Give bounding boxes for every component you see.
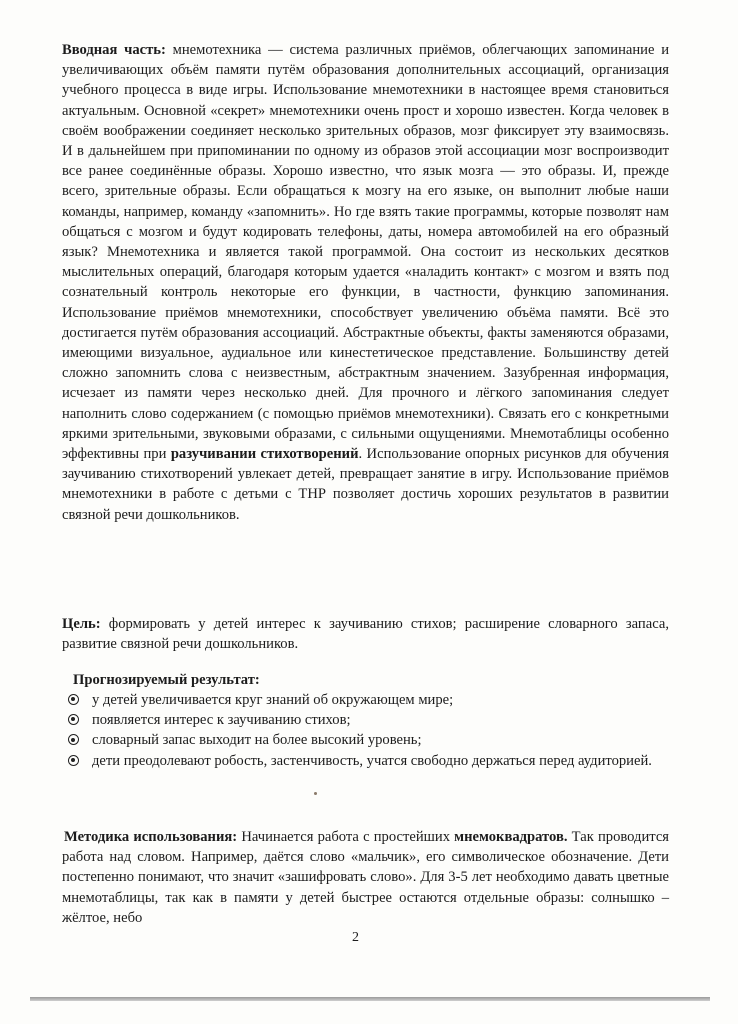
intro-text-end: . Использование опорных рисунков для обучения заучиванию стихотворений увлекает детей, превращает занятие в игру. Использование приёмов мнемотехники в работе с детьми с ТНР позволяет достичь хороших результатов в развитии связной речи дошкольников.: [62, 446, 669, 523]
intro-text: мнемотехника — система различных приёмов, облегчающих запоминание и увеличивающих объём памяти путём образования дополнительных ассоциаций, организация учебного процесса в виде игры. Использование мнемотехники в настоящее время становиться актуальным. Основной «секрет» мнемотехники очень прост и хорошо известен. Когда человек в своём воображении соединяет несколько зрительных образов, мозг фиксирует эту взаимосвязь. И в дальнейшем при припоминании по одному из образов этой ассоциации мозг воспроизводит все ранее соединённые образы. Хорошо известно, что язык мозга — это образы. И, прежде всего, зрительные образы. Если обращаться к мозгу на его языке, он выполнит любые наши команды, например, команду «запомнить». Но где взять такие программы, которые позволят нам общаться с мозгом и будут кодировать телефоны, даты, номера автомобилей на его образный язык? Мнемотехника и является такой программой. Она состоит из нескольких десятков мыслительных операций, благодаря которым удается «наладить контакт» с мозгом и взять под сознательный контроль некоторые его функции, в частности, функцию запоминания. Использование приёмов мнемотехники, способствует увеличению объёма памяти. Всё это достигается путём образования ассоциаций. Абстрактные объекты, факты заменяются образами, имеющими визуальное, аудиальное или кинестетическое представление. Большинству детей сложно запомнить слова с неизвестным, абстрактным значением. Зазубренная информация, исчезает из памяти через несколько дней. Для прочного и лёгкого запоминания следует наполнить слово содержанием (с помощью приёмов мнемотехники). Связать его с конкретными яркими зрительными, звуковыми образами, с сильными ощущениями. Мнемотаблицы особенно эффективны при: [62, 42, 670, 463]
results-heading: Прогнозируемый результат:: [73, 672, 260, 688]
bullet-icon: [68, 755, 79, 766]
goal-text: формировать у детей интерес к заучиванию стихов; расширение словарного запаса, развитие связной речи дошкольников.: [62, 616, 669, 653]
bottom-rule: [30, 997, 710, 1001]
intro-paragraph: [62, 40, 669, 525]
goal-label: Цель:: [62, 616, 101, 632]
page-number: 2: [352, 930, 359, 945]
method-label2: мнемоквадратов.: [454, 829, 568, 845]
method-text-a: Начинается работа с простейших: [237, 829, 455, 845]
list-item: дети преодолевают робость, застенчивость, учатся свободно держаться перед аудиторией.: [68, 751, 668, 771]
bullet-icon: [68, 734, 79, 745]
list-item: появляется интерес к заучиванию стихов;: [68, 710, 668, 730]
scan-speck: [314, 792, 317, 795]
list-item: словарный запас выходит на более высокий уровень;: [68, 730, 668, 750]
results-list: [68, 690, 668, 771]
intro-emphasis: разучивании стихотворений: [170, 446, 359, 463]
bullet-icon: [68, 694, 79, 705]
list-item: у детей увеличивается круг знаний об окружающем мире;: [68, 690, 668, 710]
method-text-b: Так проводится работа над словом. Например, даётся слово «мальчик», его символическое обозначение. Дети постепенно понимают, что значит «зашифровать слово». Для 3-5 лет необходимо давать цветные мнемотаблицы, так как в памяти у детей быстрее остаются отдельные образы: солнышко – жёлтое, небо: [62, 829, 670, 926]
method-label: Методика использования:: [64, 829, 238, 845]
goal-paragraph: [62, 614, 669, 654]
intro-label: Вводная часть:: [62, 42, 166, 58]
method-paragraph: [62, 827, 669, 928]
bullet-icon: [68, 714, 79, 725]
